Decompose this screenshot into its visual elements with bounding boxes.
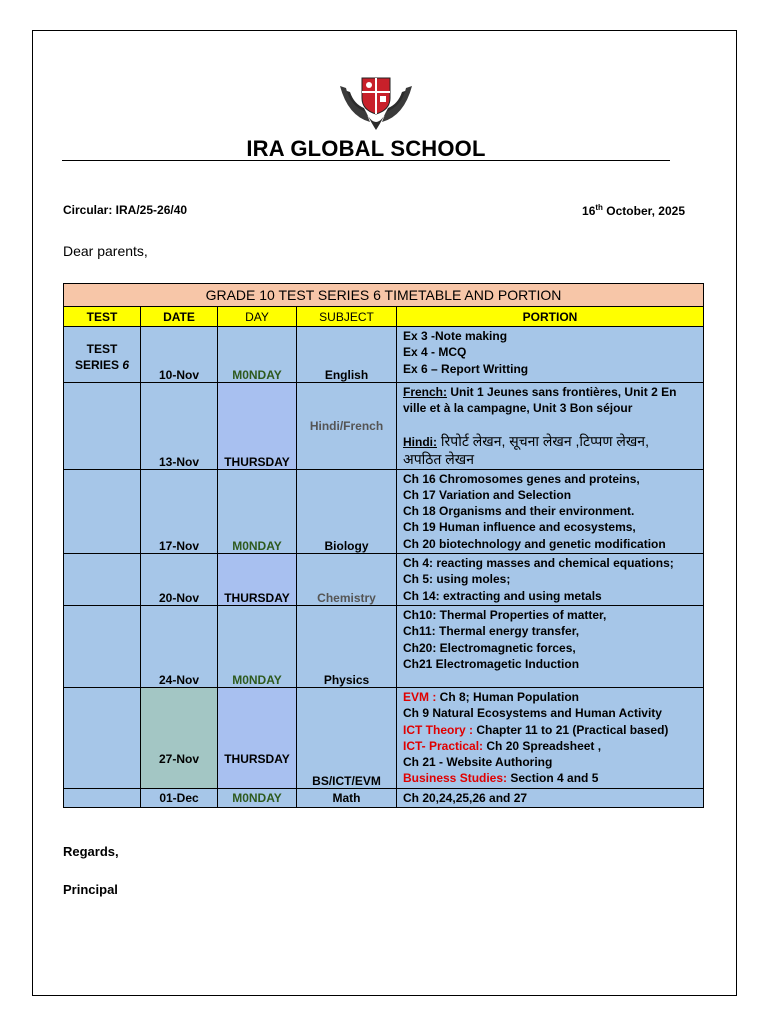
row-date: 01-Dec	[141, 788, 218, 807]
test-cell-empty	[64, 554, 141, 606]
portion-line: Ch10: Thermal Properties of matter,	[403, 607, 607, 622]
timetable	[63, 283, 704, 808]
portion-line: French: Unit 1 Jeunes sans frontières, Unit 2 En	[403, 385, 677, 399]
row-date: 17-Nov	[141, 469, 218, 553]
table-row	[64, 687, 704, 788]
portion-line: Ex 4 - MCQ	[403, 345, 467, 360]
row-subject: English	[297, 327, 397, 383]
table-row	[64, 788, 704, 807]
row-subject: Math	[297, 788, 397, 807]
portion-line: अपठित लेखन	[403, 450, 474, 467]
portion-line: Ch 20,24,25,26 and 27	[403, 790, 528, 805]
closing-regards: Regards,	[63, 844, 119, 859]
row-day: THURSDAY	[218, 687, 297, 788]
portion-line: Ch 14: extracting and using metals	[403, 588, 602, 603]
portion-line: Ch 5: using moles;	[403, 572, 511, 587]
table-row	[64, 469, 704, 553]
portion-line: ICT Theory : Chapter 11 to 21 (Practical based)	[403, 722, 669, 737]
row-subject: Chemistry	[297, 554, 397, 606]
test-cell-empty	[64, 788, 141, 807]
row-date: 20-Nov	[141, 554, 218, 606]
row-date: 27-Nov	[141, 687, 218, 788]
portion-line: Ex 6 – Report Writting	[403, 361, 529, 376]
row-subject: Hindi/French	[297, 383, 397, 470]
table-row	[64, 383, 704, 470]
test-cell-empty	[64, 687, 141, 788]
portion-line: Business Studies: Section 4 and 5	[403, 771, 599, 786]
row-subject: BS/ICT/EVM	[297, 687, 397, 788]
row-subject: Biology	[297, 469, 397, 553]
row-date: 13-Nov	[141, 383, 218, 470]
row-date: 10-Nov	[141, 327, 218, 383]
portion-line: Ch 19 Human influence and ecosystems,	[403, 520, 636, 535]
row-day: M0NDAY	[218, 605, 297, 687]
portion-line: Ch 9 Natural Ecosystems and Human Activity	[403, 706, 662, 721]
header-subject: SUBJECT	[297, 307, 397, 327]
row-day: THURSDAY	[218, 554, 297, 606]
row-date: 24-Nov	[141, 605, 218, 687]
portion-line: Ch 16 Chromosomes genes and proteins,	[403, 471, 640, 486]
row-day: THURSDAY	[218, 383, 297, 470]
eagle-crest-icon	[338, 72, 414, 132]
row-portion	[397, 327, 704, 383]
portion-line: Ch20: Electromagnetic forces,	[403, 640, 576, 655]
row-portion	[397, 383, 704, 470]
portion-line: Ch 4: reacting masses and chemical equations;	[403, 556, 674, 571]
test-series-label: TEST SERIES 6	[64, 327, 141, 383]
portion-line: EVM : Ch 8; Human Population	[403, 689, 580, 704]
row-subject: Physics	[297, 605, 397, 687]
test-cell-empty	[64, 383, 141, 470]
greeting: Dear parents,	[63, 243, 148, 259]
portion-line: Ch11: Thermal energy transfer,	[403, 624, 580, 639]
portion-line: Ch21 Electromagetic Induction	[403, 656, 580, 671]
circular-number: Circular: IRA/25-26/40	[63, 203, 188, 217]
portion-line: Hindi: रिपोर्ट लेखन, सूचना लेखन ,टिप्पण लेखन,	[403, 432, 649, 449]
row-portion	[397, 469, 704, 553]
header-test: TEST	[64, 307, 141, 327]
row-day: M0NDAY	[218, 788, 297, 807]
portion-line: Ch 17 Variation and Selection	[403, 487, 572, 502]
table-row	[64, 327, 704, 383]
row-day: M0NDAY	[218, 327, 297, 383]
closing-signatory: Principal	[63, 882, 118, 897]
row-day: M0NDAY	[218, 469, 297, 553]
title-divider	[62, 160, 670, 161]
row-portion	[397, 605, 704, 687]
circular-date: 16th October, 2025	[582, 203, 685, 218]
portion-line: Ex 3 -Note making	[403, 329, 508, 343]
timetable-caption: GRADE 10 TEST SERIES 6 TIMETABLE AND PORTION	[64, 284, 704, 307]
table-row	[64, 554, 704, 606]
header-day: DAY	[218, 307, 297, 327]
portion-line: Ch 21 - Website Authoring	[403, 755, 553, 770]
row-portion	[397, 687, 704, 788]
table-row	[64, 605, 704, 687]
portion-line: Ch 20 biotechnology and genetic modification	[403, 536, 666, 551]
row-portion	[397, 554, 704, 606]
row-portion	[397, 788, 704, 807]
portion-line: ville et à la campagne, Unit 3 Bon séjour	[403, 401, 633, 416]
test-cell-empty	[64, 469, 141, 553]
header-date: DATE	[141, 307, 218, 327]
portion-line: ICT- Practical: Ch 20 Spreadsheet ,	[403, 738, 602, 753]
header-portion: PORTION	[397, 307, 704, 327]
school-name: IRA GLOBAL SCHOOL	[246, 136, 486, 161]
test-cell-empty	[64, 605, 141, 687]
portion-line: Ch 18 Organisms and their environment.	[403, 504, 635, 519]
